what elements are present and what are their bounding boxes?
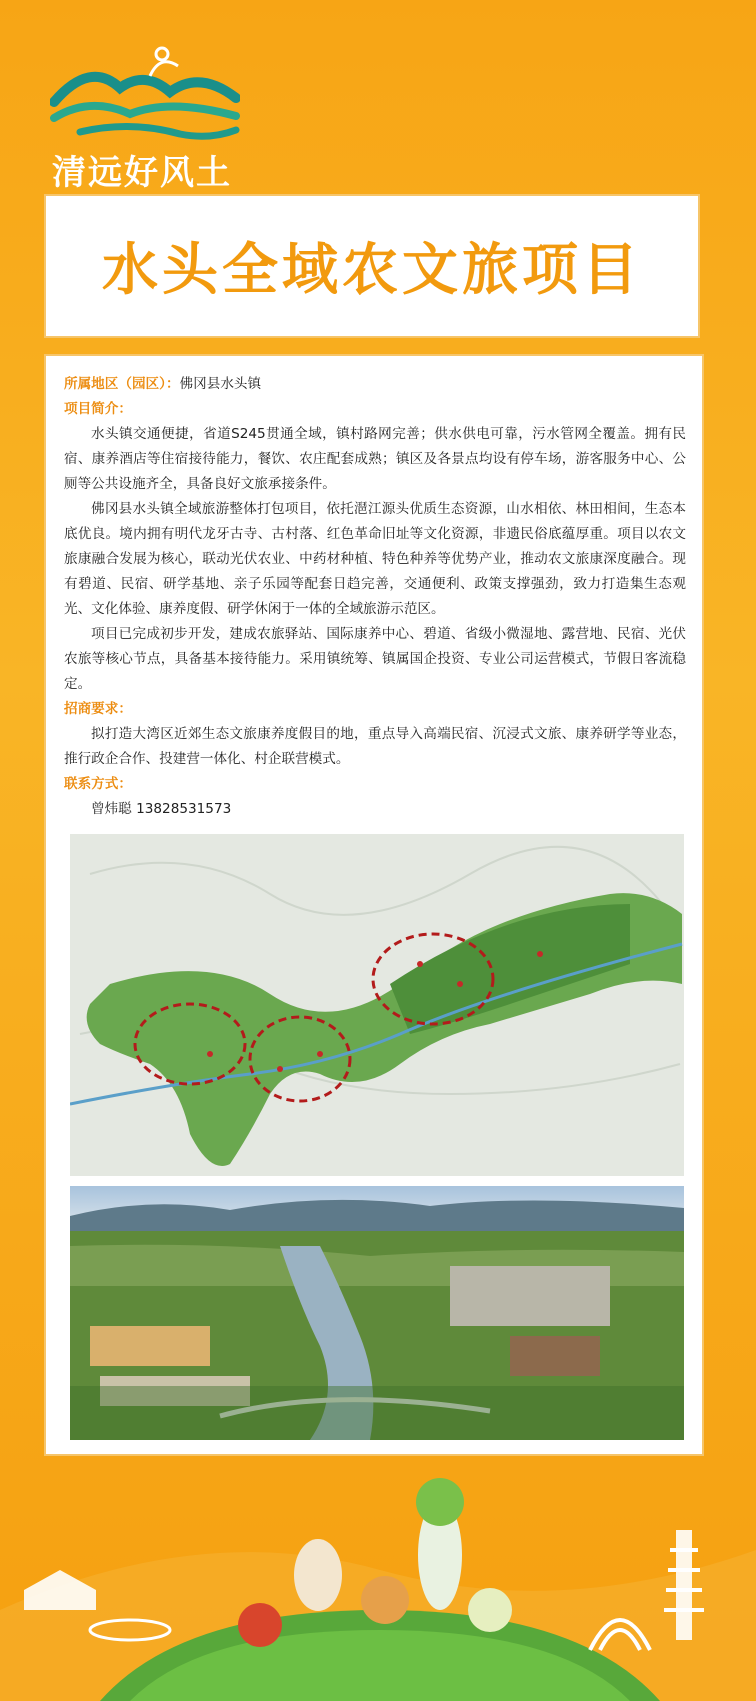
- bottom-decoration: [0, 1460, 756, 1701]
- project-map-image: [70, 834, 684, 1176]
- invest-paragraph: 拟打造大湾区近郊生态文旅康养度假目的地，重点导入高端民宿、沉浸式文旅、康养研学等业态，推行政企合作、投建营一体化、村企联营模式。: [64, 726, 686, 767]
- region-row: [64, 372, 686, 397]
- intro-paragraph-3: 项目已完成初步开发，建成农旅驿站、国际康养中心、碧道、省级小微湿地、露营地、民宿、光伏农旅等核心节点，具备基本接待能力。采用镇统筹、镇属国企投资、专业公司运营模式，节假日客流稳定。: [64, 626, 686, 692]
- aerial-illustration: [70, 1186, 684, 1440]
- map-illustration: [70, 834, 684, 1176]
- logo-text: 清远好风土: [52, 153, 232, 193]
- aerial-photo: [70, 1186, 684, 1440]
- title-card: [44, 194, 700, 338]
- intro-label: 项目简介：: [64, 401, 132, 417]
- region-value: 佛冈县水头镇: [179, 376, 262, 392]
- region-label: 所属地区（园区）：: [64, 376, 180, 392]
- intro-paragraph-1: 水头镇交通便捷，省道S245贯通全域，镇村路网完善；供水供电可靠，污水管网全覆盖。拥有民宿、康养酒店等住宿接待能力，餐饮、农庄配套成熟；镇区及各景点均设有停车场，游客服务中心、公厕等公共设施齐全，具备良好文旅承接条件。: [64, 426, 686, 492]
- page-title: 水头全域农文旅项目: [102, 237, 642, 303]
- contact-label: 联系方式：: [64, 776, 132, 792]
- intro-paragraph-2: 佛冈县水头镇全域旅游整体打包项目，依托潖江源头优质生态资源，山水相依、林田相间，生态本底优良。境内拥有明代龙牙古寺、古村落、红色革命旧址等文化资源，非遗民俗底蕴厚重。项目以农文旅康融合发展为核心，联动光伏农业、中药材种植、特色种养等优势产业，推动农文旅康深度融合。现有碧道、民宿、研学基地、亲子乐园等配套日趋完善，交通便利、政策支撑强劲，致力打造集生态观光、文化体验、康养度假、研学休闲于一体的全域旅游示范区。: [64, 501, 686, 617]
- contact-value: 曾炜聪 13828531573: [91, 801, 232, 817]
- invest-label: 招商要求：: [64, 701, 132, 717]
